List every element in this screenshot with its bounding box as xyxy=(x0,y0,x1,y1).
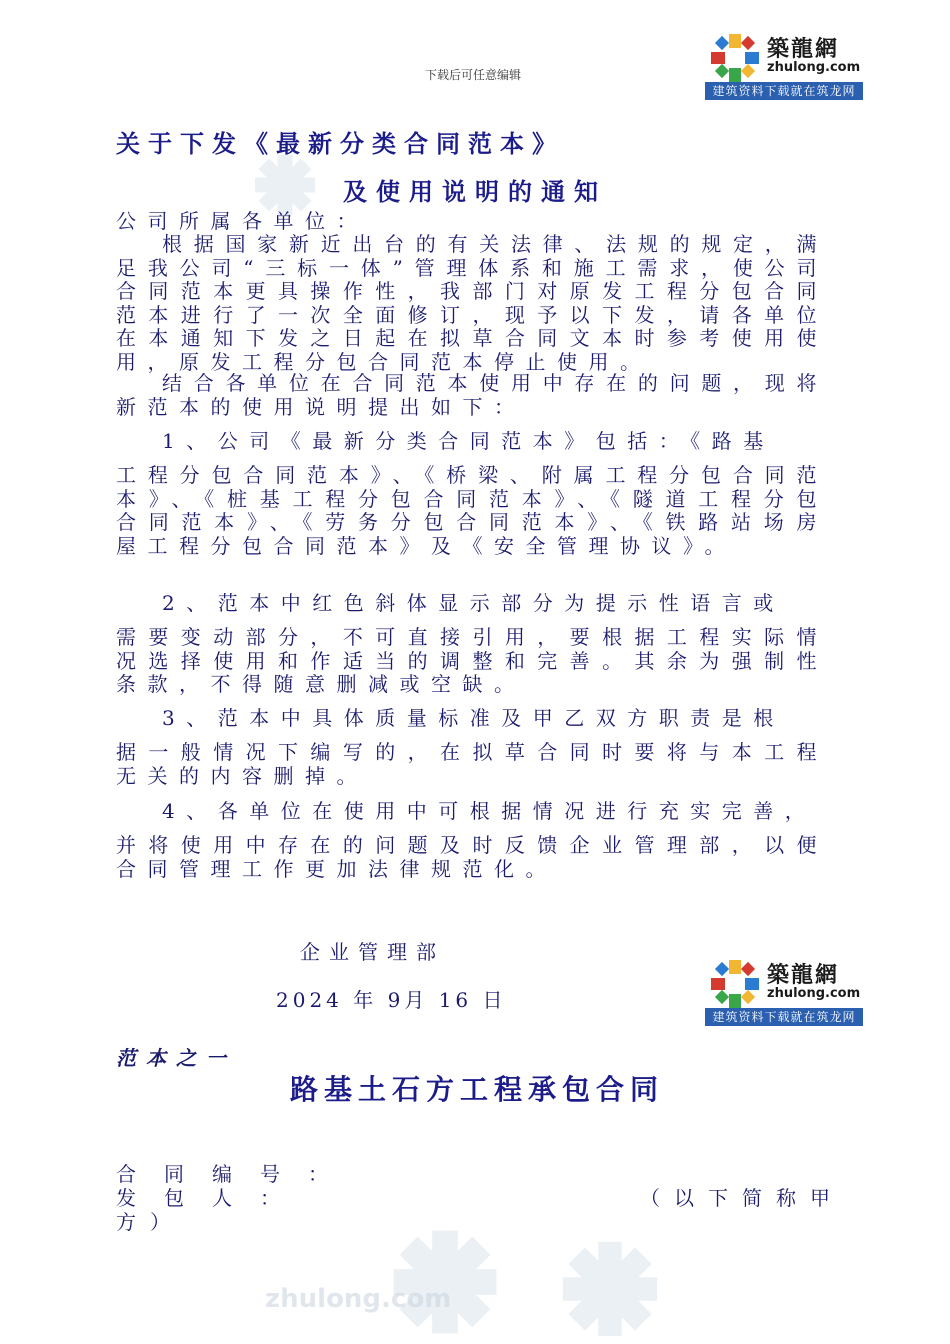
logo-domain: zhulong.com xyxy=(767,986,861,1001)
notice-item-2-rest: 需要变动部分，不可直接引用，要根据工程实际情况选择使用和作适当的调整和完善。其余为强制性条款，不得随意删减或空缺。 xyxy=(116,625,828,696)
notice-title-line2: 及使用说明的通知 xyxy=(343,177,607,206)
notice-item-1-lead: 1、公司《最新分类合同范本》包括：《路基 xyxy=(162,429,775,453)
zhulong-logo-top[interactable] xyxy=(705,26,863,100)
logo-name: 築龍網 xyxy=(767,37,840,62)
watermark-icon xyxy=(385,1222,505,1342)
notice-item-1-rest: 工程分包合同范本》、《桥梁、附属工程分包合同范本》、《桩基工程分包合同范本》、《隧道工程分包合同范本》、《劳务分包合同范本》、《铁路站场房屋工程分包合同范本》及《安全管理协议》。 xyxy=(116,463,828,558)
notice-item-3-lead: 3、范本中具体质量标准及甲乙双方职责是根 xyxy=(162,706,785,730)
notice-paragraph-1: 根据国家新近出台的有关法律、法规的规定，满足我公司“三标一体”管理体系和施工需求，使公司合同范本更具操作性，我部门对原发工程分包合同范本进行了一次全面修订，现予以下发，请各单位在本通知下发之日起在拟草合同文本时参考使用使用，原发工程分包合同范本停止使用。 xyxy=(116,232,828,374)
logo-slogan: 建筑资料下载就在筑龙网 xyxy=(705,82,863,100)
notice-item-4-rest: 并将使用中存在的问题及时反馈企业管理部，以便合同管理工作更加法律规范化。 xyxy=(116,833,828,881)
watermark-text: zhulong.com xyxy=(265,1284,452,1314)
contract-issuer-field: 发包人： xyxy=(116,1186,308,1210)
zhulong-logo-bottom[interactable] xyxy=(705,952,863,1026)
notice-item-4-lead: 4、各单位在使用中可根据情况进行充实完善， xyxy=(162,799,817,823)
contract-issuer-abbr: （以下简称甲 xyxy=(640,1186,844,1210)
contract-title: 路基土石方工程承包合同 xyxy=(290,1073,665,1106)
zhulong-logo-mark-icon xyxy=(707,30,763,86)
contract-issuer-abbr-end: 方） xyxy=(116,1210,184,1234)
logo-slogan: 建筑资料下载就在筑龙网 xyxy=(705,1008,863,1026)
notice-salutation: 公司所属各单位： xyxy=(116,209,368,233)
zhulong-logo-mark-icon xyxy=(707,956,763,1012)
header-note: 下载后可任意编辑 xyxy=(425,68,522,82)
notice-date: 2024 年 9月 16 日 xyxy=(276,988,507,1012)
logo-name: 築龍網 xyxy=(767,963,840,988)
notice-item-2-lead: 2、范本中红色斜体显示部分为提示性语言或 xyxy=(162,591,785,615)
notice-paragraph-2: 结合各单位在合同范本使用中存在的问题，现将新范本的使用说明提出如下： xyxy=(116,371,828,419)
logo-domain: zhulong.com xyxy=(767,60,861,75)
watermark-icon xyxy=(555,1234,665,1344)
sample-label: 范本之一 xyxy=(116,1046,236,1070)
contract-number-field: 合同编号： xyxy=(116,1162,356,1186)
notice-title-line1: 关于下发《最新分类合同范本》 xyxy=(116,129,564,158)
notice-item-3-rest: 据一般情况下编写的，在拟草合同时要将与本工程无关的内容删掉。 xyxy=(116,740,828,788)
notice-signer: 企业管理部 xyxy=(300,940,445,964)
